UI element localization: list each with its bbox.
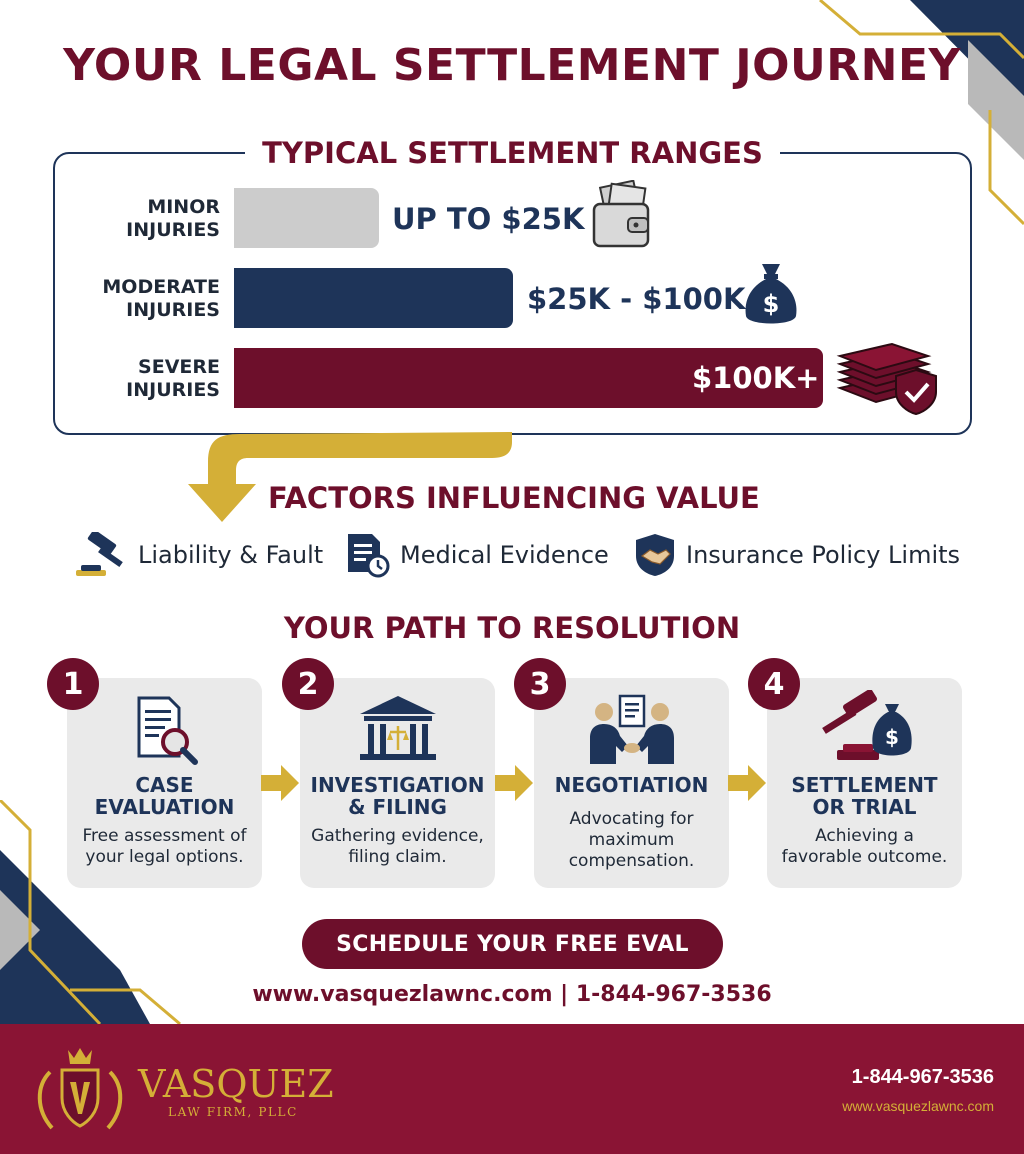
step-card-investigation <box>300 678 495 888</box>
factor-label: Medical Evidence <box>400 541 609 569</box>
law-firm-crest-logo-icon <box>30 1042 130 1142</box>
step-desc-line: maximum <box>588 830 675 850</box>
bar-value-minor: UP TO $25K <box>392 202 585 236</box>
factor-medical <box>344 532 609 578</box>
step-desc-line: filing claim. <box>348 847 447 867</box>
schedule-free-eval-button[interactable]: SCHEDULE YOUR FREE EVAL <box>302 919 723 969</box>
range-label-minor <box>60 196 220 242</box>
step-desc-line: Free assessment of <box>82 826 247 846</box>
step-title-line: NEGOTIATION <box>554 773 709 797</box>
step-card-negotiation <box>534 678 729 888</box>
step-desc-line: compensation. <box>568 851 695 871</box>
step-title <box>300 774 495 818</box>
negotiation-handshake-icon <box>586 690 678 770</box>
cash-stack-shield-icon <box>836 336 942 416</box>
footer-brand-subtitle: LAW FIRM, PLLC <box>168 1105 298 1119</box>
step-card-case-evaluation <box>67 678 262 888</box>
step-desc-line: Gathering evidence, <box>311 826 484 846</box>
range-label-moderate <box>60 276 220 322</box>
medical-document-icon <box>344 532 392 578</box>
wallet-cash-icon <box>592 180 652 250</box>
bar-moderate <box>234 268 513 328</box>
money-bag-icon <box>742 260 800 330</box>
range-label-severe <box>60 356 220 402</box>
step-number-badge: 3 <box>514 658 566 710</box>
range-label-line: INJURIES <box>126 379 220 401</box>
step-number-badge: 2 <box>282 658 334 710</box>
step-desc-line: your legal options. <box>85 847 244 867</box>
step-description <box>300 826 495 868</box>
step-number-badge: 1 <box>47 658 99 710</box>
step-title-line: EVALUATION <box>94 795 235 819</box>
step-title <box>767 774 962 818</box>
settlement-ranges-title: TYPICAL SETTLEMENT RANGES <box>245 133 780 173</box>
step-card-settlement <box>767 678 962 888</box>
step-title <box>67 774 262 818</box>
range-label-line: MINOR <box>147 196 220 218</box>
svg-text:$: $ <box>884 725 899 749</box>
gavel-icon <box>72 532 130 578</box>
contact-line: www.vasquezlawnc.com | 1-844-967-3536 <box>252 982 772 1007</box>
svg-text:$: $ <box>762 290 780 318</box>
factor-liability <box>72 532 323 578</box>
range-label-line: INJURIES <box>126 299 220 321</box>
step-description <box>67 826 262 868</box>
step-title-line: SETTLEMENT <box>791 773 938 797</box>
gavel-money-bag-icon <box>815 690 915 770</box>
step-title-line: & FILING <box>348 795 447 819</box>
factor-insurance <box>632 532 960 578</box>
step-title-line: OR TRIAL <box>812 795 917 819</box>
arrow-right-icon <box>495 763 535 803</box>
factors-title: FACTORS INFLUENCING VALUE <box>268 481 760 515</box>
step-title <box>534 774 729 796</box>
step-description <box>767 826 962 868</box>
step-title-line: INVESTIGATION <box>310 773 485 797</box>
bar-value-moderate: $25K - $100K <box>527 282 746 316</box>
step-desc-line: favorable outcome. <box>781 847 948 867</box>
arrow-right-icon <box>728 763 768 803</box>
range-label-line: MODERATE <box>102 276 220 298</box>
document-magnifier-icon <box>125 690 205 770</box>
bar-minor <box>234 188 379 248</box>
range-label-line: SEVERE <box>138 356 220 378</box>
step-desc-line: Advocating for <box>569 809 694 829</box>
footer-brand-name: VASQUEZ <box>138 1062 334 1106</box>
footer-phone[interactable]: 1-844-967-3536 <box>851 1066 994 1088</box>
handshake-shield-icon <box>632 532 678 578</box>
factor-label: Insurance Policy Limits <box>686 541 961 569</box>
bar-value-severe: $100K+ <box>692 361 820 395</box>
factor-label: Liability & Fault <box>138 541 324 569</box>
arrow-right-icon <box>261 763 301 803</box>
step-title-line: CASE <box>135 773 194 797</box>
step-number-badge: 4 <box>748 658 800 710</box>
page-title: YOUR LEGAL SETTLEMENT JOURNEY <box>63 40 961 91</box>
footer-website[interactable]: www.vasquezlawnc.com <box>842 1098 994 1114</box>
step-description <box>534 809 729 872</box>
courthouse-icon <box>356 690 440 770</box>
step-desc-line: Achieving a <box>815 826 914 846</box>
range-label-line: INJURIES <box>126 219 220 241</box>
path-title: YOUR PATH TO RESOLUTION <box>283 611 741 645</box>
